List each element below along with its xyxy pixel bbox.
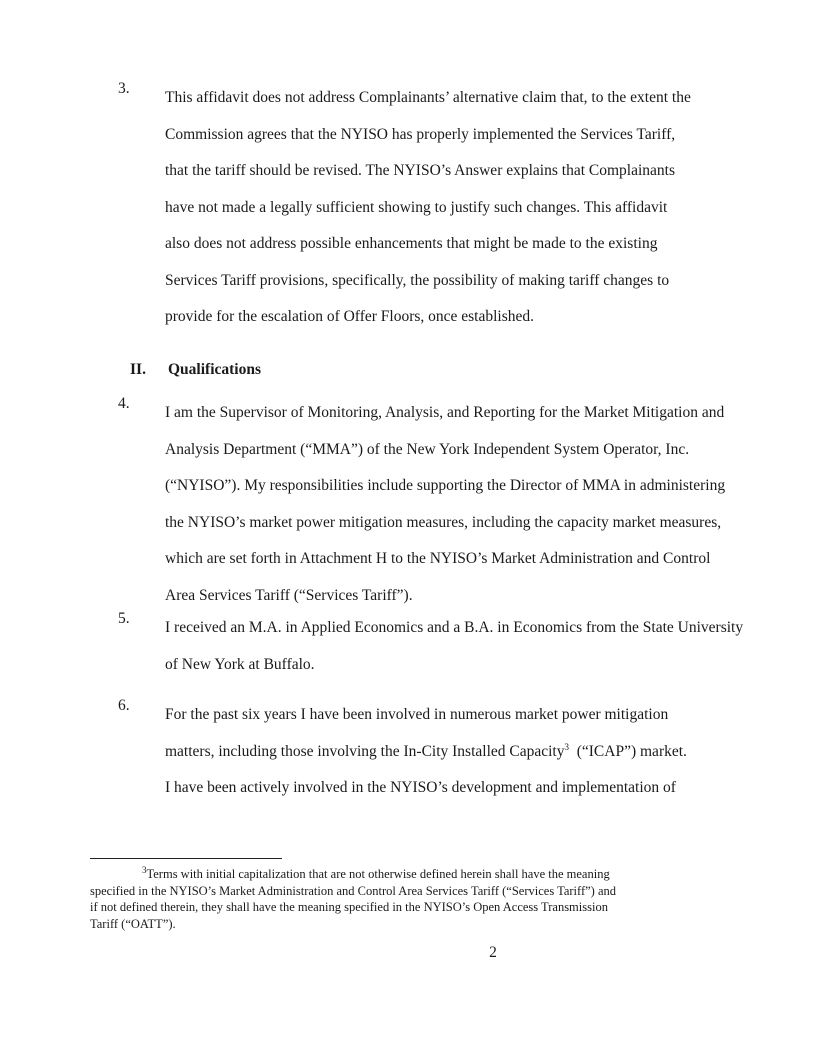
paragraph-number: 3. — [118, 80, 130, 97]
paragraph-line: (“NYISO”). My responsibilities include supporting the Director of MMA in administering — [165, 477, 726, 494]
paragraph-6 — [118, 697, 758, 807]
paragraph-body — [165, 697, 758, 807]
footnote-line — [90, 866, 730, 883]
paragraph-line: which are set forth in Attachment H to the NYISO’s Market Administration and Control — [165, 550, 711, 567]
paragraph-line: the NYISO’s market power mitigation measures, including the capacity market measures, — [165, 513, 722, 531]
footnote — [90, 866, 730, 932]
footnote-separator — [90, 858, 282, 859]
section-number: II. — [130, 361, 146, 378]
paragraph-line: also does not address possible enhancements that might be made to the existing — [165, 235, 658, 252]
paragraph-line: I am the Supervisor of Monitoring, Analysis, and Reporting for the Market Mitigation and — [165, 404, 725, 421]
paragraph-body — [165, 80, 758, 336]
paragraph-line: that the tariff should be revised. The NYISO’s Answer explains that Complainants — [165, 162, 675, 179]
paragraph-body — [165, 610, 758, 683]
paragraph-line: Services Tariff provisions, specifically, the possibility of making tariff changes to — [165, 271, 670, 289]
paragraph-line: For the past six years I have been involved in numerous market power mitigation — [165, 706, 669, 723]
paragraph-number: 5. — [118, 610, 130, 627]
paragraph-line: I received an M.A. in Applied Economics and a B.A. in Economics from the State University — [165, 619, 744, 636]
footnote-reference[interactable]: 3 — [564, 741, 569, 752]
paragraph-line: This affidavit does not address Complainants’ alternative claim that, to the extent the — [165, 89, 691, 106]
paragraph-number: 6. — [118, 697, 130, 714]
paragraph-number: 4. — [118, 395, 130, 412]
paragraph-line: provide for the escalation of Offer Floors, once established. — [165, 308, 535, 325]
footnote-line: if not defined therein, they shall have the meaning specified in the NYISO’s Open Access Transmission — [90, 900, 608, 914]
footnote-line: specified in the NYISO’s Market Administration and Control Area Services Tariff (“Services Tariff”) and — [90, 883, 617, 898]
paragraph-line: Area Services Tariff (“Services Tariff”). — [165, 586, 413, 604]
paragraph-4 — [118, 395, 758, 614]
paragraph-3 — [118, 80, 758, 336]
paragraph-body — [165, 395, 758, 614]
footnote-marker: 3 — [142, 864, 147, 875]
paragraph-5 — [118, 610, 758, 683]
paragraph-line-tail: (“ICAP”) market. — [568, 742, 687, 760]
section-title: Qualifications — [168, 361, 262, 378]
paragraph-line-text: matters, including those involving the In-City Installed Capacity — [165, 742, 565, 760]
section-heading — [130, 360, 261, 380]
page-number: 2 — [489, 944, 497, 961]
footnote-text: Terms with initial capitalization that are not otherwise defined herein shall have the meaning — [146, 867, 610, 881]
paragraph-line: of New York at Buffalo. — [165, 655, 315, 673]
paragraph-line: I have been actively involved in the NYISO’s development and implementation of — [165, 779, 676, 796]
paragraph-line — [165, 734, 758, 771]
footnote-line: Tariff (“OATT”). — [90, 916, 176, 931]
paragraph-line: Analysis Department (“MMA”) of the New York Independent System Operator, Inc. — [165, 440, 690, 458]
paragraph-line: have not made a legally sufficient showing to justify such changes. This affidavit — [165, 198, 668, 216]
paragraph-line: Commission agrees that the NYISO has properly implemented the Services Tariff, — [165, 125, 676, 143]
